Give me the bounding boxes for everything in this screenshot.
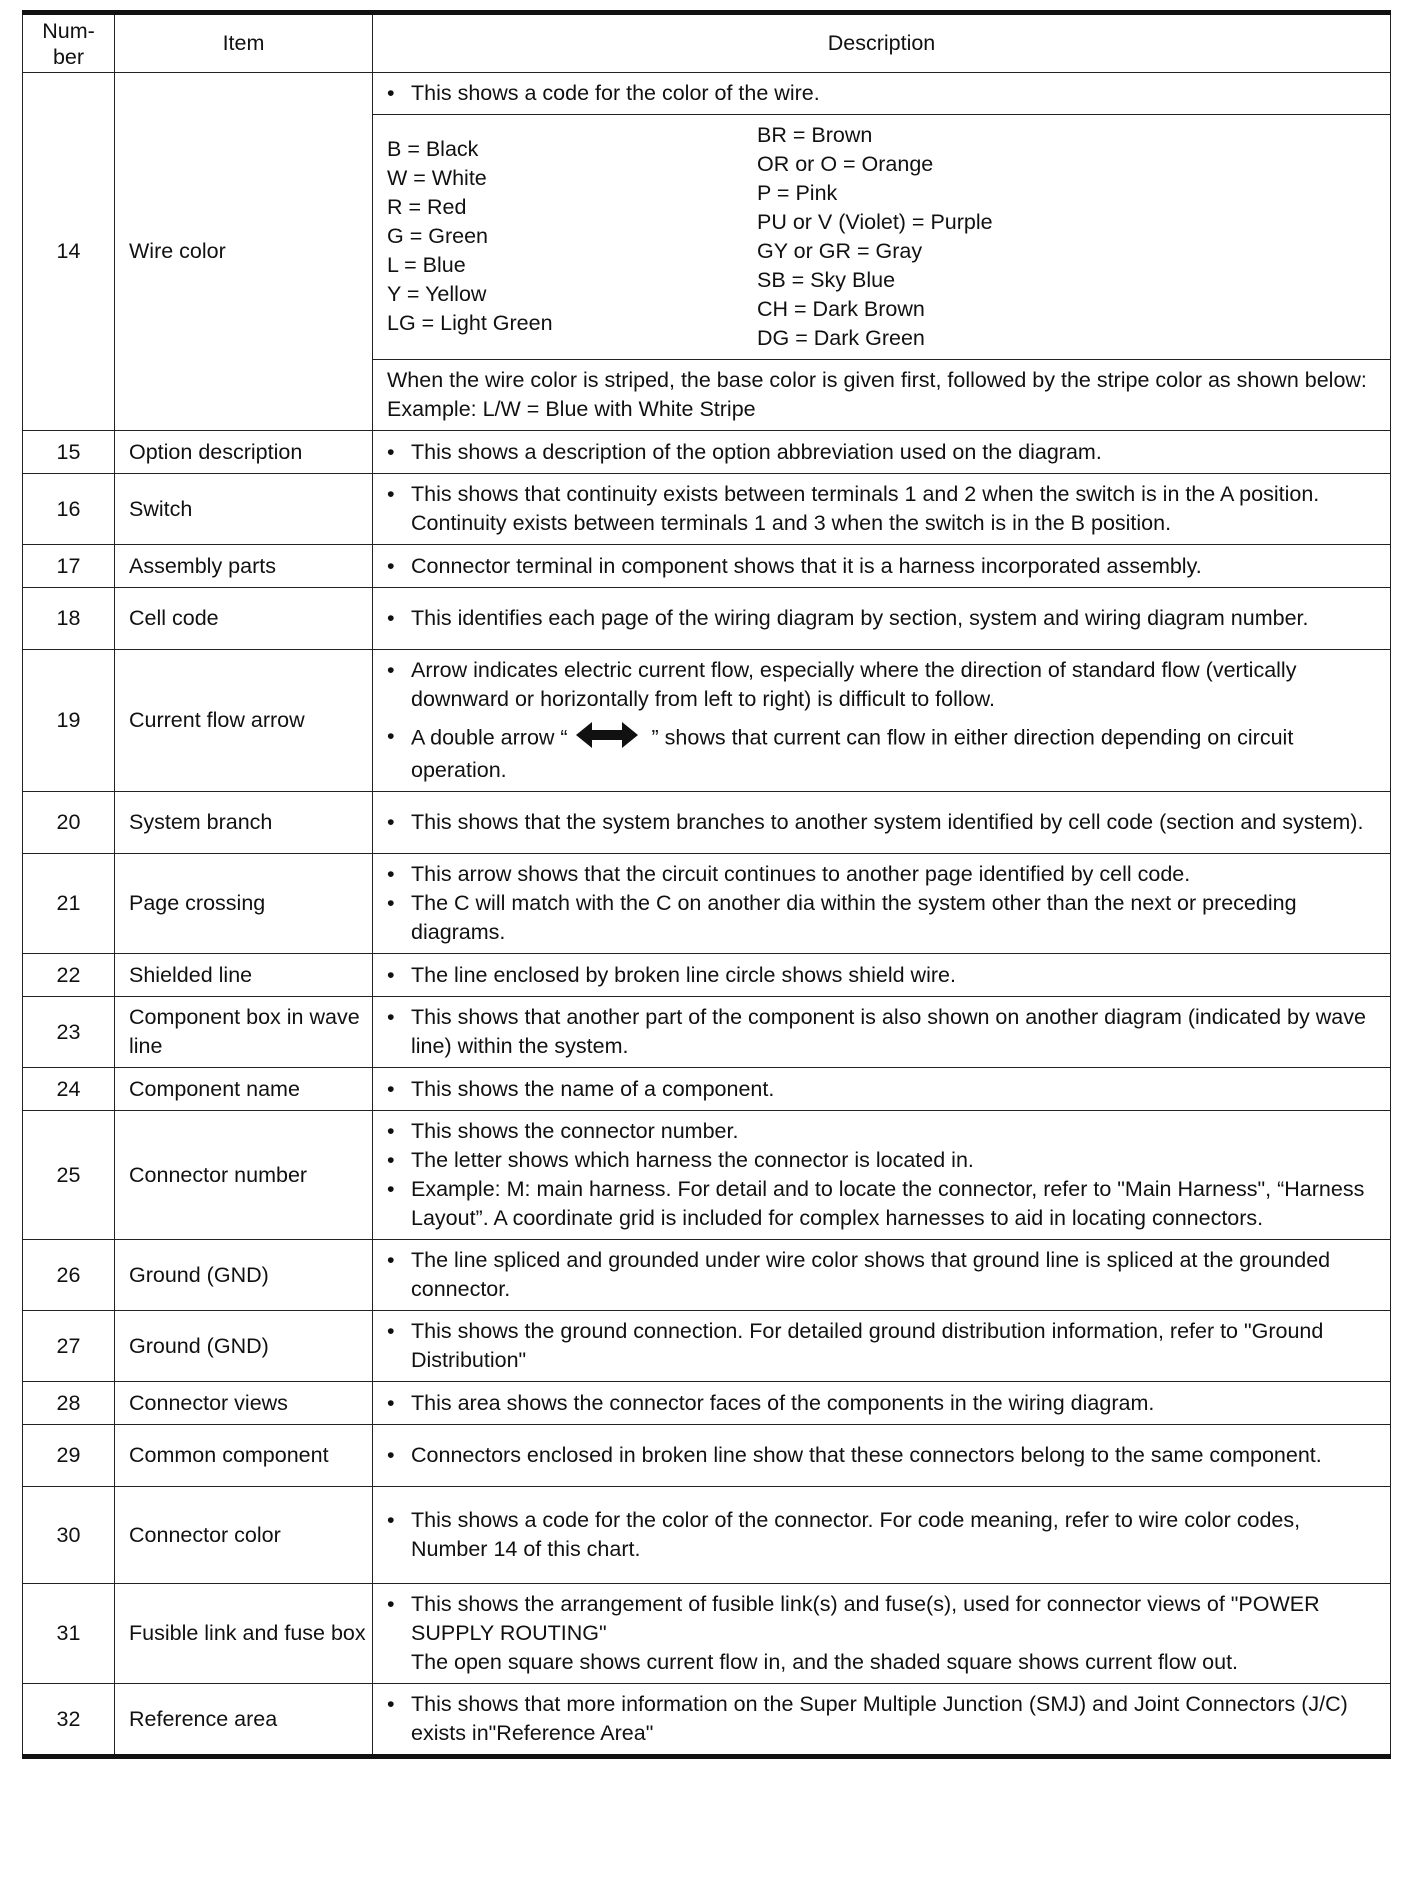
description-bullet: • This shows that another part of the component is also shown on another diagram (indicated by wave line) within the system. (387, 1003, 1378, 1061)
table-row (23, 854, 1391, 954)
row-number: 26 (23, 1240, 115, 1311)
color-code: G = Green (387, 224, 488, 248)
stripe-note-line: When the wire color is striped, the base color is given first, followed by the stripe color as shown below: (387, 368, 1367, 392)
table-row (23, 997, 1391, 1068)
description-bullet: • This shows a code for the color of the connector. For code meaning, refer to wire color codes, Number 14 of this chart. (387, 1506, 1378, 1564)
description-bullet: • This shows that continuity exists between terminals 1 and 2 when the switch is in the A position. Continuity exists between terminals 1 and 3 when the switch is in the B position. (387, 480, 1378, 538)
row-description (373, 997, 1391, 1068)
header-item (115, 13, 373, 73)
table-row (23, 431, 1391, 474)
row-description (373, 431, 1391, 474)
row-description (373, 1311, 1391, 1382)
row-item: Component box in wave line (115, 997, 373, 1068)
row-number: 16 (23, 474, 115, 545)
row-item: Switch (115, 474, 373, 545)
row-number: 19 (23, 650, 115, 792)
description-bullet: • This identifies each page of the wiring diagram by section, system and wiring diagram number. (387, 604, 1378, 633)
double-arrow-icon (576, 722, 638, 756)
row-item: Shielded line (115, 954, 373, 997)
row-number: 14 (23, 73, 115, 431)
color-code: R = Red (387, 195, 467, 219)
row-description (373, 1487, 1391, 1584)
row-description (373, 650, 1391, 792)
table-row (23, 1425, 1391, 1487)
description-bullet: • This shows a code for the color of the wire. (387, 79, 1378, 108)
description-bullet: • Example: M: main harness. For detail and to locate the connector, refer to "Main Harness", “Harness Layout”. A coordinate grid is included for complex harnesses to aid in locating connectors. (387, 1175, 1378, 1233)
wiring-legend-table (22, 10, 1391, 1759)
row-number: 32 (23, 1684, 115, 1757)
row-number: 22 (23, 954, 115, 997)
color-code: W = White (387, 166, 487, 190)
table-row (23, 1382, 1391, 1425)
color-code: L = Blue (387, 253, 466, 277)
color-code: P = Pink (757, 181, 838, 205)
description-bullet: • Connector terminal in component shows that it is a harness incorporated assembly. (387, 552, 1378, 581)
description-bullet: • This shows the ground connection. For detailed ground distribution information, refer to "Ground Distribution" (387, 1317, 1378, 1375)
description-bullet: • The C will match with the C on another dia within the system other than the next or preceding diagrams. (387, 889, 1378, 947)
row-description (373, 73, 1391, 431)
row-item: Current flow arrow (115, 650, 373, 792)
double-arrow-text-before: A double arrow “ (411, 725, 568, 750)
row-item: Ground (GND) (115, 1240, 373, 1311)
row-item: Connector number (115, 1111, 373, 1240)
row-item: Cell code (115, 588, 373, 650)
description-bullet: • This shows that more information on the Super Multiple Junction (SMJ) and Joint Connectors (J/C) exists in"Reference Area" (387, 1690, 1378, 1748)
stripe-note (373, 359, 1390, 424)
double-arrow-text-after: ” shows that current can flow in either direction depending on circuit operation. (411, 725, 1294, 782)
description-bullet: • The line spliced and grounded under wire color shows that ground line is spliced at the grounded connector. (387, 1246, 1378, 1304)
row-item: Wire color (115, 73, 373, 431)
table-row (23, 1584, 1391, 1684)
row-number: 24 (23, 1068, 115, 1111)
table-row (23, 792, 1391, 854)
description-bullet: • Connectors enclosed in broken line show that these connectors belong to the same component. (387, 1441, 1378, 1470)
table-row (23, 588, 1391, 650)
row-number: 23 (23, 997, 115, 1068)
header-item-text: Item (222, 31, 265, 55)
row-number: 18 (23, 588, 115, 650)
row-item: Connector color (115, 1487, 373, 1584)
table-row (23, 1111, 1391, 1240)
row-number: 29 (23, 1425, 115, 1487)
description-bullet: • The line enclosed by broken line circle shows shield wire. (387, 961, 1378, 990)
table-row (23, 1684, 1391, 1757)
row-number: 25 (23, 1111, 115, 1240)
header-number-text: Num- ber (42, 18, 95, 69)
description-bullet: • This shows that the system branches to another system identified by cell code (section and system). (387, 808, 1378, 837)
row-description (373, 1068, 1391, 1111)
row-description (373, 1111, 1391, 1240)
description-bullet: • This shows the connector number. (387, 1117, 1378, 1146)
color-code: BR = Brown (757, 123, 873, 147)
table-row (23, 474, 1391, 545)
table-row (23, 1240, 1391, 1311)
table-row (23, 1068, 1391, 1111)
header-row (23, 13, 1391, 73)
description-bullet: • This arrow shows that the circuit continues to another page identified by cell code. (387, 860, 1378, 889)
color-code: DG = Dark Green (757, 326, 925, 350)
color-code: GY or GR = Gray (757, 239, 923, 263)
row-number: 30 (23, 1487, 115, 1584)
description-bullet: • This shows the name of a component. (387, 1075, 1378, 1104)
row-item: Connector views (115, 1382, 373, 1425)
row-description (373, 1584, 1391, 1684)
row-number: 17 (23, 545, 115, 588)
color-code: PU or V (Violet) = Purple (757, 210, 993, 234)
table-row (23, 650, 1391, 792)
row-item: Common component (115, 1425, 373, 1487)
row-description (373, 474, 1391, 545)
stripe-note-line: Example: L/W = Blue with White Stripe (387, 397, 756, 421)
row-description (373, 1240, 1391, 1311)
description-extra: The open square shows current flow in, and the shaded square shows current flow out. (411, 1650, 1239, 1674)
color-code: LG = Light Green (387, 311, 553, 335)
row-item: Reference area (115, 1684, 373, 1757)
row-number: 20 (23, 792, 115, 854)
description-bullet: • This shows a description of the option abbreviation used on the diagram. (387, 438, 1378, 467)
row-number: 21 (23, 854, 115, 954)
row-description (373, 954, 1391, 997)
description-bullet (387, 722, 1378, 785)
header-number (23, 13, 115, 73)
color-code: OR or O = Orange (757, 152, 934, 176)
row-number: 28 (23, 1382, 115, 1425)
row-description (373, 1684, 1391, 1757)
table-row (23, 1487, 1391, 1584)
row-description (373, 588, 1391, 650)
description-bullet: • Arrow indicates electric current flow, especially where the direction of standard flow (vertically downward or horizontally from left to right) is difficult to follow. (387, 656, 1378, 714)
color-code: SB = Sky Blue (757, 268, 896, 292)
row-item: Ground (GND) (115, 1311, 373, 1382)
table-row (23, 1311, 1391, 1382)
header-description-text: Description (827, 31, 936, 55)
description-bullet: • This area shows the connector faces of the components in the wiring diagram. (387, 1389, 1378, 1418)
description-bullet: • This shows the arrangement of fusible link(s) and fuse(s), used for connector views of "POWER SUPPLY ROUTING" (387, 1590, 1378, 1648)
row-description (373, 1425, 1391, 1487)
row-number: 15 (23, 431, 115, 474)
description-bullet: • The letter shows which harness the connector is located in. (387, 1146, 1378, 1175)
row-description (373, 545, 1391, 588)
row-number: 31 (23, 1584, 115, 1684)
row-number: 27 (23, 1311, 115, 1382)
row-description (373, 1382, 1391, 1425)
row-description (373, 854, 1391, 954)
color-code-list (373, 114, 1390, 353)
row-item: Option description (115, 431, 373, 474)
row-item: Page crossing (115, 854, 373, 954)
header-description (373, 13, 1391, 73)
table-row (23, 954, 1391, 997)
color-code: B = Black (387, 137, 479, 161)
row-item: System branch (115, 792, 373, 854)
color-code: CH = Dark Brown (757, 297, 925, 321)
color-code: Y = Yellow (387, 282, 487, 306)
row-description (373, 792, 1391, 854)
row-item: Fusible link and fuse box (115, 1584, 373, 1684)
row-item: Component name (115, 1068, 373, 1111)
table-row (23, 73, 1391, 431)
table-row (23, 545, 1391, 588)
row-item: Assembly parts (115, 545, 373, 588)
